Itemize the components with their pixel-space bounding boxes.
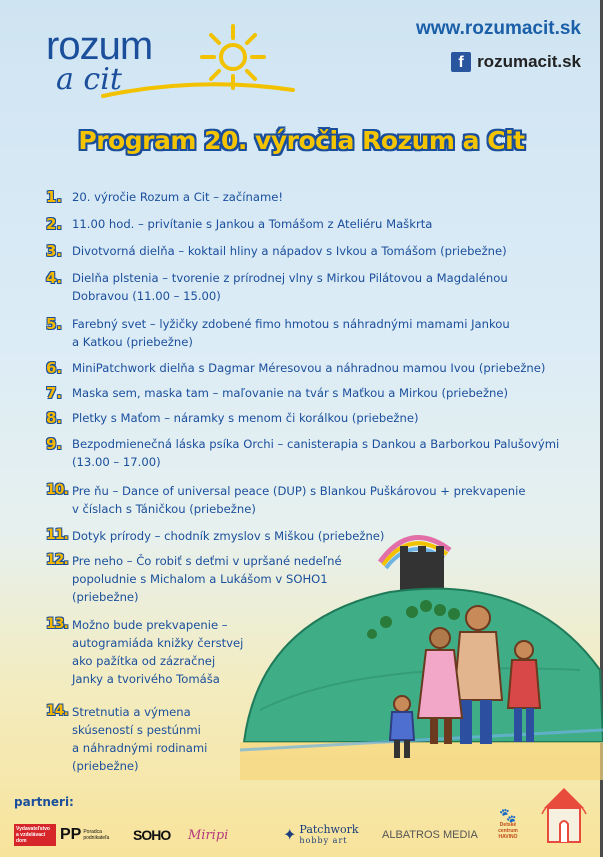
list-item — [46, 188, 283, 206]
item-text: autogramiáda knižky čerstvej — [72, 636, 244, 650]
item-text: Pre neho – Čo robiť s deťmi v upršané nedeľné — [72, 554, 342, 568]
family-drawing-illustration — [240, 510, 603, 780]
partner-logo-vydavatelstvo[interactable]: Vydavateľstvo a vzdelávací dom — [14, 824, 56, 846]
item-text: Farebný svet – lyžičky zdobené fimo hmotou s náhradnými mamami Jankou — [72, 317, 510, 331]
item-number: 3. — [46, 242, 63, 260]
partner-patchwork-name: Patchwork — [299, 823, 359, 836]
partner-logo-pp[interactable] — [60, 824, 119, 846]
item-text: Stretnutia a výmena — [72, 705, 191, 719]
list-item — [46, 616, 243, 688]
logo-word-acit: a cit — [56, 62, 122, 97]
list-item — [46, 703, 207, 775]
item-text: Maska sem, maska tam – maľovanie na tvár s Maťkou a Mirkou (priebežne) — [72, 386, 509, 400]
list-item — [46, 409, 419, 427]
partner-havino-text: Detské centrum HAVINO — [498, 822, 518, 840]
partner-logo-havino[interactable] — [492, 808, 524, 846]
item-text: Bezpodmienečná láska psíka Orchi – canisterapia s Dankou a Barborkou Palušovými — [72, 437, 560, 451]
item-number: 5. — [46, 315, 63, 333]
facebook-link[interactable] — [451, 52, 581, 72]
item-text: MiniPatchwork dielňa s Dagmar Méresovou a náhradnou mamou Ivou (priebežne) — [72, 361, 546, 375]
item-text: a náhradnými rodinami — [72, 741, 208, 755]
item-text: Pletky s Maťom – náramky s menom či korálkou (priebežne) — [72, 411, 419, 425]
rozum-a-cit-logo — [38, 18, 298, 100]
item-number: 8. — [46, 409, 63, 427]
item-text: 20. výročie Rozum a Cit – začíname! — [72, 190, 284, 204]
list-item — [46, 435, 559, 471]
item-number: 4. — [46, 269, 63, 287]
item-text: Dobravou (11.00 – 15.00) — [72, 289, 221, 303]
partner-albatros-a: ALBATROS — [382, 829, 440, 841]
partner-pp-sub: Poradca podnikateľa — [83, 829, 110, 841]
item-text: popoludnie s Michalom a Lukášom v SOHO1 — [72, 572, 328, 586]
item-text: Možno bude prekvapenie – — [72, 618, 228, 632]
partner-logo-soho[interactable]: SOHO — [133, 827, 171, 843]
item-number: 10. — [46, 482, 68, 498]
item-text: v číslach s Táničkou (priebežne) — [72, 502, 256, 516]
item-text: Dotyk prírody – chodník zmyslov s Miškou (priebežne) — [72, 529, 385, 543]
partner-patchwork-sub: hobby art — [299, 836, 348, 845]
item-number: 11. — [46, 527, 68, 543]
partner-albatros-b: MEDIA — [442, 829, 478, 841]
list-item — [46, 315, 510, 351]
partner-logo-gallery[interactable] — [536, 784, 592, 848]
item-number: 1. — [46, 188, 63, 206]
item-text: 11.00 hod. – privítanie s Jankou a Tomášom z Ateliéru Maškrta — [72, 217, 433, 231]
partner-logo-albatros[interactable] — [382, 824, 478, 846]
item-number: 9. — [46, 435, 63, 453]
item-text: (priebežne) — [72, 590, 139, 604]
list-item — [46, 384, 508, 402]
item-text: a Katkou (priebežne) — [72, 335, 193, 349]
facebook-handle: rozumacit.sk — [477, 52, 581, 71]
partner-pp-mark: PP — [60, 826, 82, 843]
item-number: 6. — [46, 359, 63, 377]
paw-icon: 🐾 — [499, 807, 517, 823]
partners-label: partneri: — [14, 795, 74, 809]
item-text: Divotvorná dielňa – koktail hliny a nápadov s Ivkou a Tomášom (priebežne) — [72, 244, 507, 258]
page-title: Program 20. výročia Rozum a Cit — [78, 126, 525, 155]
item-number: 14. — [46, 703, 68, 719]
item-text: Janky a tvorivého Tomáša — [72, 672, 220, 686]
item-number: 13. — [46, 616, 68, 632]
item-text: Pre ňu – Dance of universal peace (DUP) s Blankou Puškárovou + prekvapenie — [72, 484, 526, 498]
list-item — [46, 359, 545, 377]
item-text: ako pažítka od zázračnej — [72, 654, 216, 668]
item-text: skúseností s pestúnmi — [72, 723, 201, 737]
list-item — [46, 242, 507, 260]
item-text: (priebežne) — [72, 759, 139, 773]
partner-logo-patchwork[interactable] — [283, 824, 359, 846]
item-number: 12. — [46, 552, 68, 568]
facebook-icon: f — [451, 52, 471, 72]
item-number: 2. — [46, 215, 63, 233]
logo-swoosh — [98, 76, 298, 100]
item-text: (13.00 – 17.00) — [72, 455, 161, 469]
item-number: 7. — [46, 384, 63, 402]
item-text: Dielňa plstenia – tvorenie z prírodnej vlny s Mirkou Pilátovou a Magdalénou — [72, 271, 508, 285]
website-link[interactable]: www.rozumacit.sk — [415, 18, 581, 39]
list-item — [46, 269, 508, 305]
list-item — [46, 215, 432, 233]
logo-word-rozum: rozum — [46, 24, 153, 68]
star-icon: ✦ — [283, 827, 297, 844]
partner-logo-miripi[interactable]: Miripi — [188, 827, 229, 843]
